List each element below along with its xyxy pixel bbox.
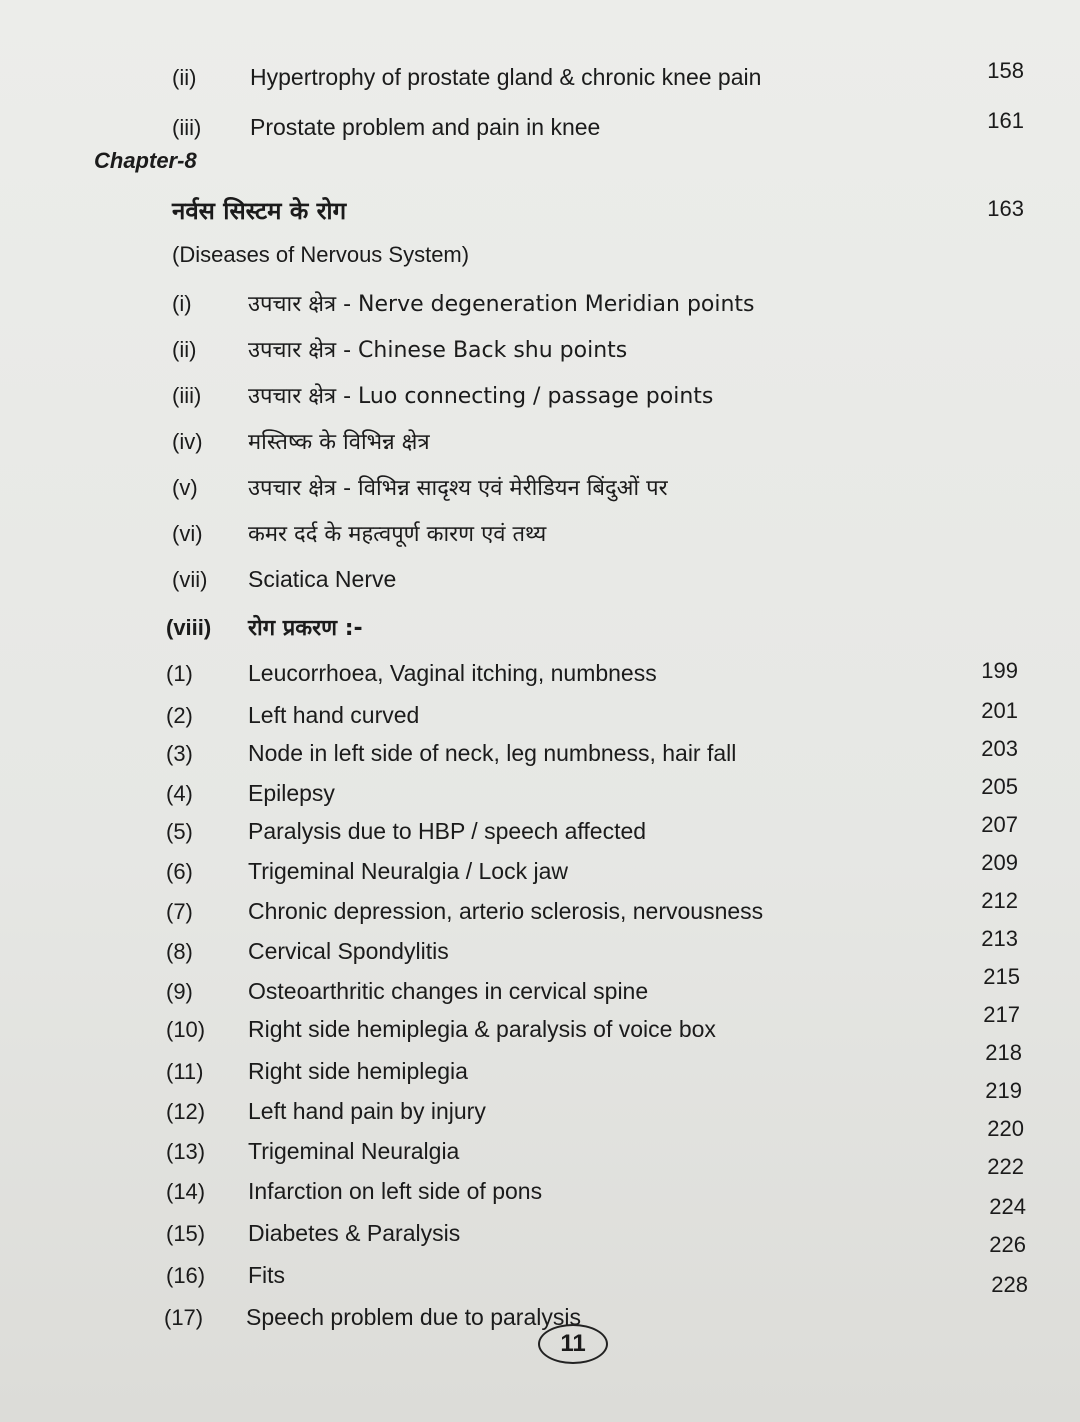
case-number: (16) [166, 1263, 206, 1288]
section-number: (viii) [166, 615, 212, 640]
section-number: (v) [172, 475, 198, 500]
page-ref: 219 [985, 1078, 1022, 1103]
page-ref: 205 [981, 774, 1018, 799]
page-ref: 158 [987, 58, 1024, 83]
case-row [166, 978, 648, 1005]
case-text: Chronic depression, arterio sclerosis, nervousness [248, 898, 764, 924]
item-text: Hypertrophy of prostate gland & chronic knee pain [250, 64, 762, 90]
section-text: रोग प्रकरण :- [248, 616, 363, 641]
case-row [166, 938, 449, 965]
item-text: Prostate problem and pain in knee [250, 114, 601, 140]
case-text: Leucorrhoea, Vaginal itching, numbness [248, 660, 657, 686]
page-ref: 199 [981, 658, 1018, 683]
case-row [166, 858, 568, 885]
case-text: Speech problem due to paralysis [246, 1304, 581, 1330]
item-number: (iii) [172, 115, 202, 140]
section-row [172, 426, 430, 456]
case-number: (15) [166, 1221, 206, 1246]
page-ref: 217 [983, 1002, 1020, 1027]
case-number: (2) [166, 703, 193, 728]
page-ref: 209 [981, 850, 1018, 875]
page-ref: 222 [987, 1154, 1024, 1179]
case-text: Right side hemiplegia & paralysis of voice box [248, 1016, 716, 1042]
page-ref: 228 [991, 1272, 1028, 1297]
chapter-title-hindi: नर्वस सिस्टम के रोग [172, 197, 347, 225]
page-ref: 207 [981, 812, 1018, 837]
case-number: (10) [166, 1017, 206, 1042]
case-text: Osteoarthritic changes in cervical spine [248, 978, 649, 1004]
page-ref: 218 [985, 1040, 1022, 1065]
page-ref: 203 [981, 736, 1018, 761]
case-number: (8) [166, 939, 193, 964]
page-ref: 201 [981, 698, 1018, 723]
case-number: (5) [166, 819, 193, 844]
page-ref: 220 [987, 1116, 1024, 1141]
page-ref: 224 [989, 1194, 1026, 1219]
case-row [166, 1178, 542, 1205]
section-row [172, 334, 627, 364]
section-number: (vi) [172, 521, 203, 546]
section-row [172, 566, 396, 593]
section-number: (iv) [172, 429, 203, 454]
case-number: (11) [166, 1059, 204, 1084]
chapter-title-english: (Diseases of Nervous System) [172, 242, 470, 267]
case-text: Fits [248, 1262, 286, 1288]
case-text: Trigeminal Neuralgia / Lock jaw [248, 858, 569, 884]
case-text: Left hand curved [248, 702, 420, 728]
case-text: Trigeminal Neuralgia [248, 1138, 460, 1164]
page-ref: 226 [989, 1232, 1026, 1257]
section-row [172, 288, 755, 318]
section-text: उपचार क्षेत्र - विभिन्न सादृश्य एवं मेरीडियन बिंदुओं पर [248, 476, 668, 501]
case-row [166, 660, 657, 687]
case-number: (7) [166, 899, 193, 924]
section-text: Sciatica Nerve [248, 566, 397, 592]
toc-row [172, 64, 761, 91]
page-number: 11 [538, 1324, 608, 1364]
section-row [166, 612, 363, 642]
section-text: उपचार क्षेत्र - Chinese Back shu points [248, 338, 628, 363]
page-ref: 215 [983, 964, 1020, 989]
section-text: मस्तिष्क के विभिन्न क्षेत्र [248, 430, 430, 455]
section-text: उपचार क्षेत्र - Luo connecting / passage points [248, 384, 714, 409]
section-number: (ii) [172, 337, 197, 362]
case-number: (13) [166, 1139, 206, 1164]
case-number: (9) [166, 979, 193, 1004]
section-row [172, 380, 713, 410]
case-text: Epilepsy [248, 780, 335, 806]
section-number: (i) [172, 291, 192, 316]
case-text: Right side hemiplegia [248, 1058, 468, 1084]
chapter-label: Chapter-8 [94, 148, 197, 173]
case-row [166, 1262, 285, 1289]
section-text: कमर दर्द के महत्वपूर्ण कारण एवं तथ्य [248, 522, 547, 547]
case-row [164, 1304, 581, 1331]
section-text: उपचार क्षेत्र - Nerve degeneration Meridian points [248, 292, 755, 317]
section-number: (vii) [172, 567, 208, 592]
case-number: (17) [164, 1305, 204, 1330]
case-row [166, 1220, 460, 1247]
case-text: Left hand pain by injury [248, 1098, 486, 1124]
case-text: Node in left side of neck, leg numbness, hair fall [248, 740, 737, 766]
case-row [166, 818, 646, 845]
case-number: (4) [166, 781, 193, 806]
page-ref: 213 [981, 926, 1018, 951]
page-ref: 161 [987, 108, 1024, 133]
section-number: (iii) [172, 383, 202, 408]
case-number: (6) [166, 859, 193, 884]
case-number: (12) [166, 1099, 206, 1124]
case-row [166, 702, 419, 729]
case-text: Diabetes & Paralysis [248, 1220, 461, 1246]
case-row [166, 1058, 468, 1085]
toc-row [172, 114, 600, 141]
case-row [166, 898, 763, 925]
item-number: (ii) [172, 65, 197, 90]
case-number: (14) [166, 1179, 206, 1204]
case-number: (3) [166, 741, 193, 766]
chapter-page-ref: 163 [987, 196, 1024, 221]
section-row [172, 518, 546, 548]
case-number: (1) [166, 661, 193, 686]
case-row [166, 1016, 716, 1043]
section-row [172, 472, 668, 502]
case-row [166, 740, 736, 767]
case-text: Cervical Spondylitis [248, 938, 449, 964]
case-row [166, 1138, 459, 1165]
case-text: Infarction on left side of pons [248, 1178, 543, 1204]
page-ref: 212 [981, 888, 1018, 913]
case-row [166, 1098, 486, 1125]
case-text: Paralysis due to HBP / speech affected [248, 818, 647, 844]
case-row [166, 780, 335, 807]
